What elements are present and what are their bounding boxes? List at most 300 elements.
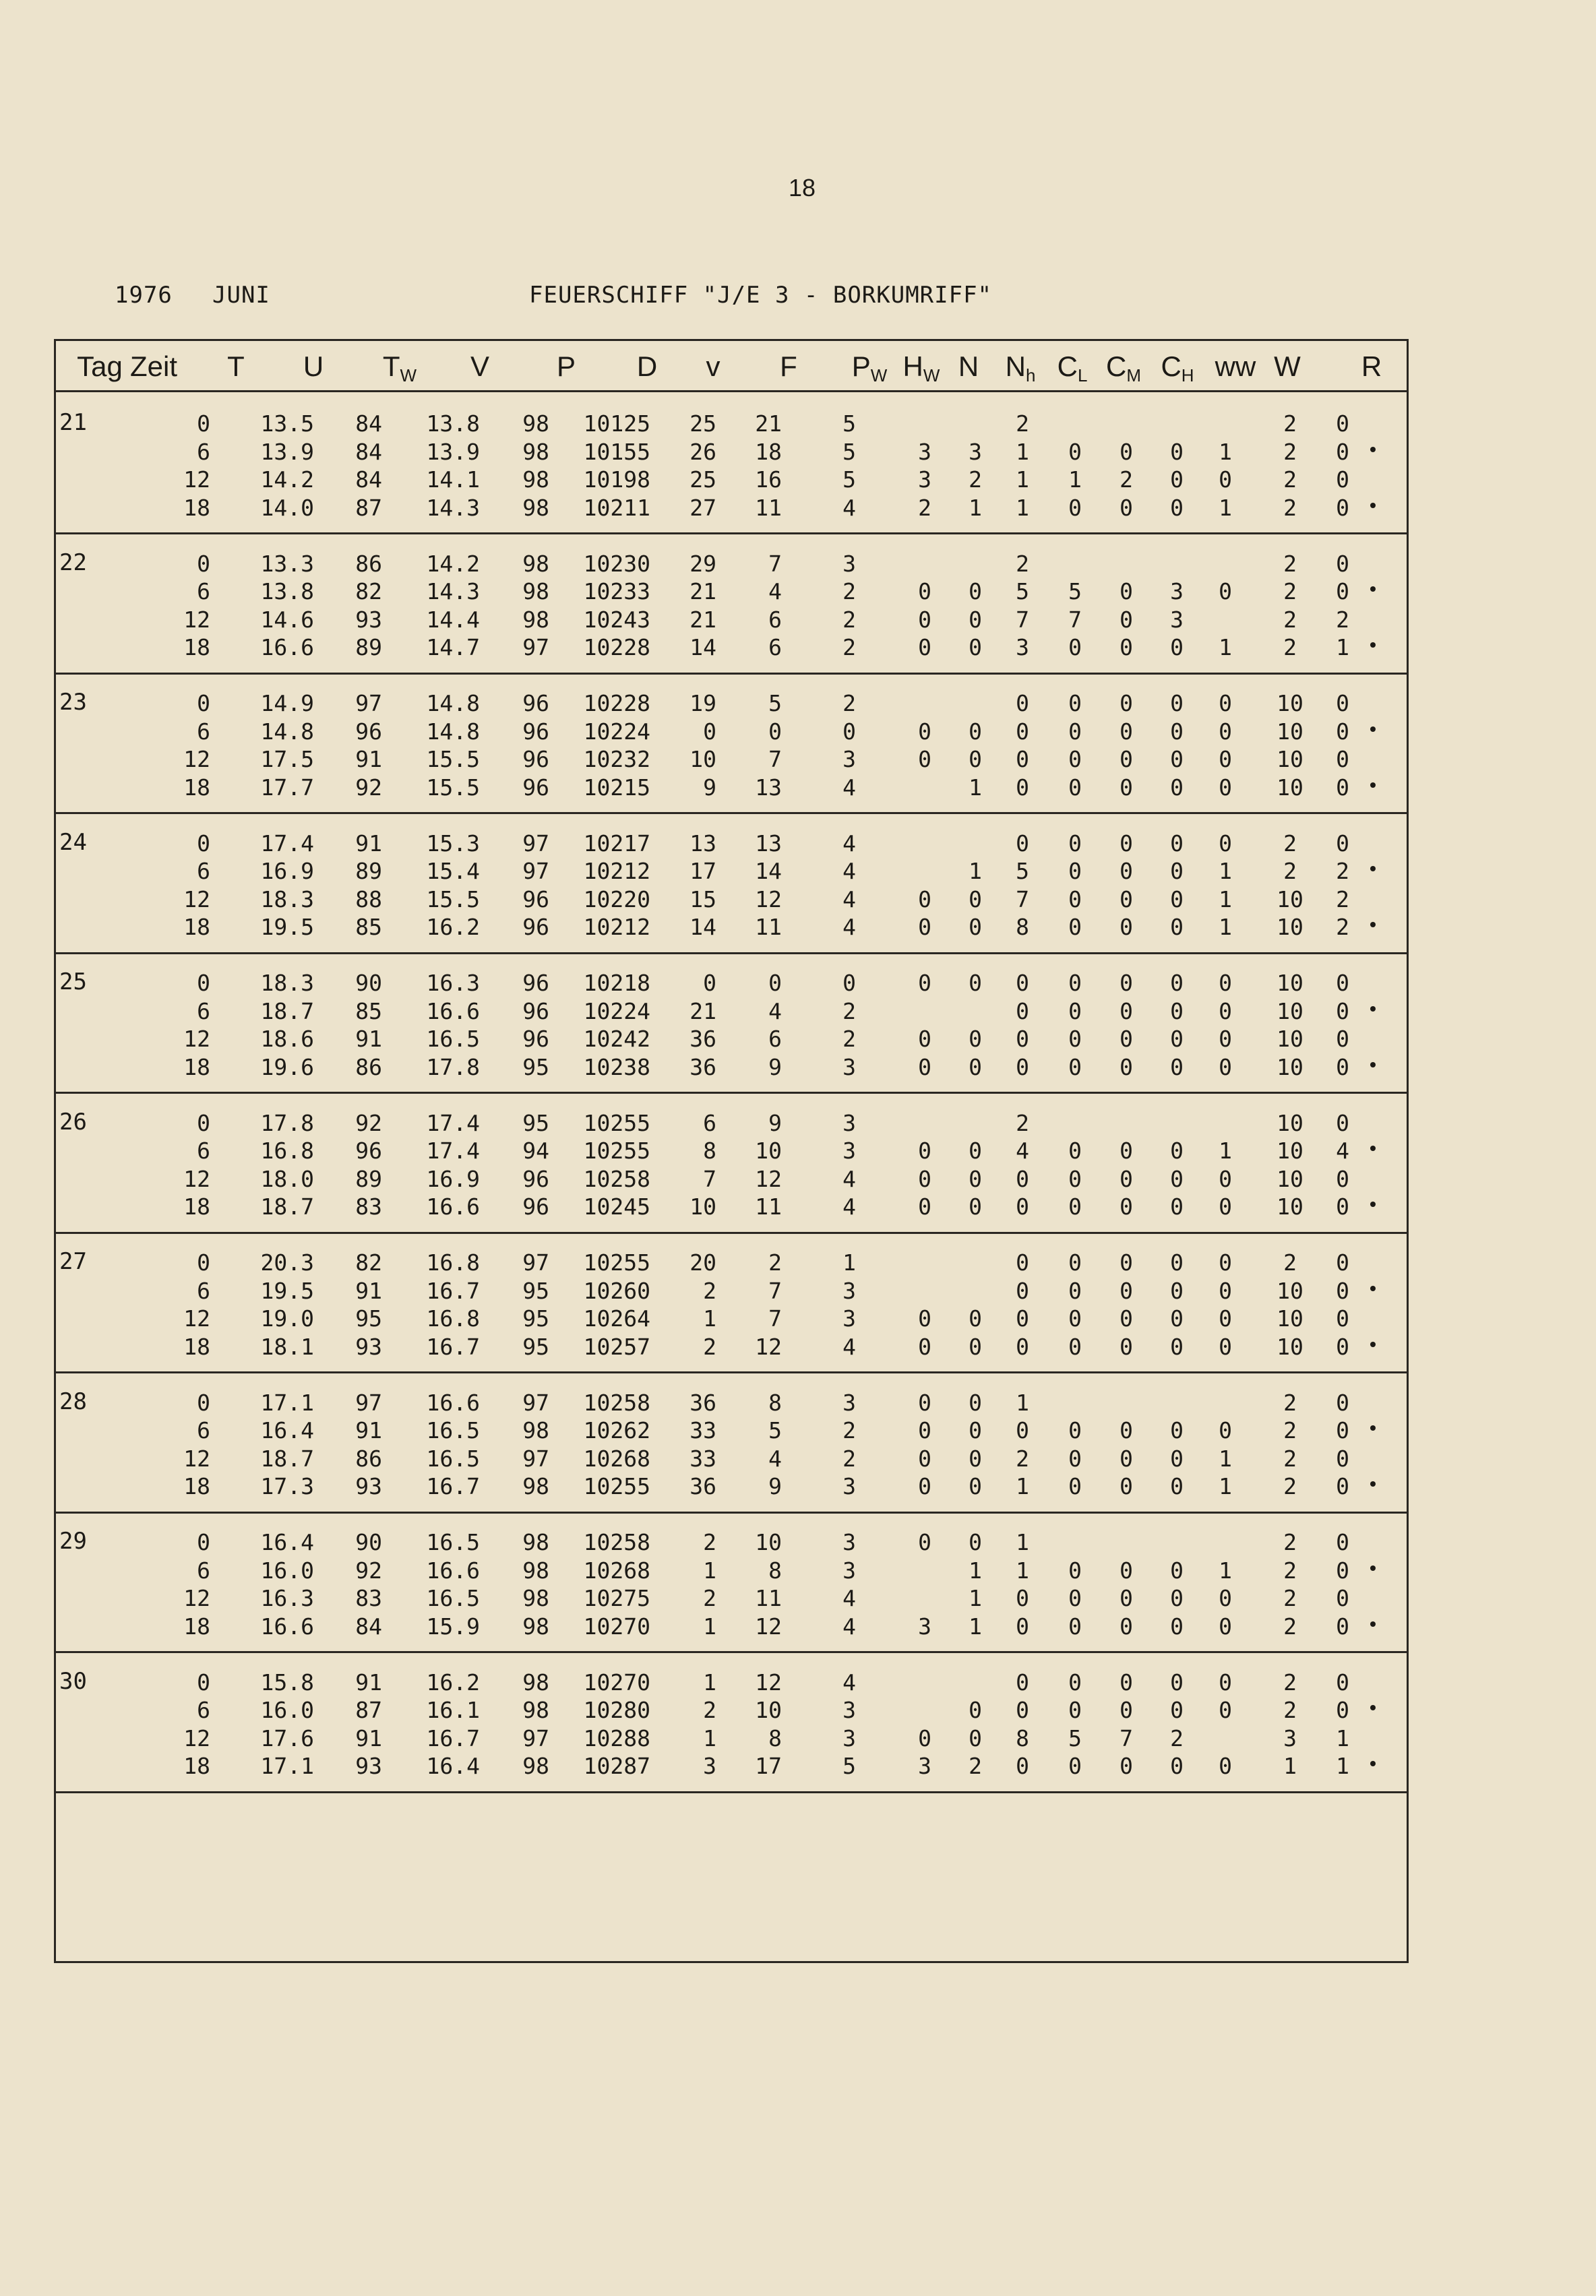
cell-w: 1 [1336,1725,1349,1751]
cell-p: 10233 [583,578,650,604]
cell-cm: 0 [1170,1249,1184,1276]
cell-hw: 0 [969,1725,982,1751]
cell-zeit: 6 [197,1417,210,1444]
cell-tw: 16.7 [426,1333,480,1360]
cell-w: 0 [1336,1109,1349,1136]
cell-p: 10260 [583,1277,650,1304]
cell-ww: 2 [1283,438,1297,465]
cell-hw: 0 [969,1333,982,1360]
cell-u: 96 [355,1138,382,1164]
cell-v: 6 [768,1026,782,1052]
cell-n: 0 [1016,830,1029,857]
cell-ww: 10 [1277,1193,1303,1220]
cell-v: 11 [755,1585,782,1611]
cell-u: 87 [355,1697,382,1723]
cell-t: 15.8 [260,1669,314,1696]
cell-v: 98 [522,550,549,577]
cell-cl: 0 [1119,1165,1133,1192]
cell-t: 16.4 [260,1529,314,1555]
cell-w: 0 [1336,1669,1349,1696]
cell-t: 16.0 [260,1557,314,1584]
cell-ch: 0 [1219,690,1232,716]
cell-n: 0 [1016,1277,1029,1304]
cell-f: 3 [842,1277,856,1304]
cell-n: 0 [1016,1697,1029,1723]
cell-cm: 3 [1170,606,1184,633]
cell-ch: 0 [1219,774,1232,801]
cell-cm: 2 [1170,1725,1184,1751]
cell-cm: 0 [1170,1585,1184,1611]
cell-v: 95 [522,1333,549,1360]
cell-u: 91 [355,1725,382,1751]
cell-zeit: 6 [197,578,210,604]
cell-n: 0 [1016,1053,1029,1080]
cell-v: 97 [522,634,549,660]
cell-d: 36 [689,1389,716,1416]
cell-u: 91 [355,1669,382,1696]
cell-d: 1 [703,1305,716,1332]
cell-tw: 13.9 [426,438,480,465]
cell-t: 17.1 [260,1389,314,1416]
cell-tw: 16.3 [426,970,480,996]
cell-ww: 1 [1283,1753,1297,1779]
precipitation-dot [1370,1481,1376,1487]
cell-f: 3 [842,1529,856,1555]
cell-tw: 16.6 [426,997,480,1024]
table-row [54,466,1409,493]
cell-t: 18.0 [260,1165,314,1192]
cell-w: 0 [1336,718,1349,745]
cell-w: 1 [1336,1753,1349,1779]
cell-n: 5 [1016,578,1029,604]
cell-pw: 0 [918,1026,931,1052]
cell-p: 10238 [583,1053,650,1080]
cell-tw: 15.5 [426,774,480,801]
day-group [54,394,1409,534]
cell-t: 14.9 [260,690,314,716]
cell-v: 2 [768,1249,782,1276]
cell-hw: 0 [969,634,982,660]
cell-u: 90 [355,970,382,996]
cell-nh: 0 [1068,970,1082,996]
cell-v: 96 [522,774,549,801]
cell-zeit: 12 [183,886,210,912]
cell-cl: 0 [1119,970,1133,996]
cell-v: 0 [768,718,782,745]
cell-p: 10270 [583,1613,650,1640]
table-row [54,607,1409,633]
cell-u: 83 [355,1585,382,1611]
cell-u: 89 [355,1165,382,1192]
table-row [54,718,1409,745]
cell-cl: 0 [1119,1333,1133,1360]
cell-v: 96 [522,886,549,912]
table-row [54,1110,1409,1137]
cell-nh: 0 [1068,1753,1082,1779]
cell-f: 3 [842,1053,856,1080]
day-label: 27 [59,1248,87,1275]
cell-cl: 0 [1119,438,1133,465]
cell-u: 84 [355,466,382,493]
cell-nh: 0 [1068,690,1082,716]
cell-d: 33 [689,1417,716,1444]
cell-nh: 0 [1068,1193,1082,1220]
cell-ch: 0 [1219,746,1232,772]
cell-w: 0 [1336,1417,1349,1444]
cell-ww: 2 [1283,578,1297,604]
cell-w: 0 [1336,410,1349,437]
cell-f: 2 [842,690,856,716]
cell-t: 18.1 [260,1333,314,1360]
day-label: 21 [59,409,87,436]
cell-p: 10255 [583,1109,650,1136]
cell-ch: 0 [1219,718,1232,745]
cell-hw: 0 [969,1193,982,1220]
cell-pw: 3 [918,438,931,465]
cell-p: 10287 [583,1753,650,1779]
cell-hw: 1 [969,774,982,801]
cell-cl: 2 [1119,466,1133,493]
cell-u: 85 [355,914,382,940]
cell-v: 98 [522,494,549,521]
cell-n: 1 [1016,494,1029,521]
cell-ch: 0 [1219,578,1232,604]
cell-ww: 2 [1283,858,1297,884]
cell-v: 98 [522,1557,549,1584]
cell-v: 98 [522,1753,549,1779]
cell-tw: 14.8 [426,690,480,716]
day-label: 30 [59,1667,87,1695]
column-header-r: R [1361,350,1382,382]
cell-pw: 0 [918,1138,931,1164]
cell-zeit: 18 [183,774,210,801]
cell-w: 0 [1336,690,1349,716]
cell-ww: 10 [1277,886,1303,912]
table-row [54,551,1409,578]
cell-ch: 1 [1219,1473,1232,1499]
cell-v: 96 [522,690,549,716]
cell-cm: 0 [1170,1613,1184,1640]
column-header-p: P [556,350,576,382]
precipitation-dot [1370,1565,1376,1571]
cell-v: 5 [768,1417,782,1444]
cell-w: 0 [1336,1473,1349,1499]
cell-u: 95 [355,1305,382,1332]
cell-t: 17.8 [260,1109,314,1136]
column-header-f: F [780,350,797,382]
cell-cl: 0 [1119,606,1133,633]
cell-cm: 0 [1170,970,1184,996]
cell-u: 92 [355,1109,382,1136]
cell-f: 2 [842,606,856,633]
cell-v: 7 [768,550,782,577]
cell-t: 17.3 [260,1473,314,1499]
cell-f: 3 [842,1305,856,1332]
cell-tw: 16.5 [426,1529,480,1555]
cell-zeit: 6 [197,1138,210,1164]
table-row [54,1753,1409,1780]
cell-p: 10255 [583,1473,650,1499]
cell-v: 12 [755,1669,782,1696]
cell-p: 10245 [583,1193,650,1220]
cell-w: 2 [1336,886,1349,912]
table-row [54,690,1409,717]
cell-ch: 1 [1219,1445,1232,1472]
cell-p: 10257 [583,1333,650,1360]
cell-ch: 0 [1219,1697,1232,1723]
cell-ch: 0 [1219,1585,1232,1611]
cell-cl: 0 [1119,1753,1133,1779]
cell-cl: 0 [1119,494,1133,521]
cell-nh: 5 [1068,1725,1082,1751]
cell-p: 10268 [583,1557,650,1584]
cell-cm: 0 [1170,1193,1184,1220]
cell-u: 96 [355,718,382,745]
cell-d: 0 [703,970,716,996]
cell-nh: 0 [1068,830,1082,857]
cell-t: 14.2 [260,466,314,493]
table-row [54,634,1409,661]
cell-f: 5 [842,466,856,493]
cell-u: 88 [355,886,382,912]
cell-f: 2 [842,578,856,604]
cell-nh: 0 [1068,1305,1082,1332]
cell-ch: 0 [1219,1193,1232,1220]
cell-n: 0 [1016,1753,1029,1779]
cell-n: 4 [1016,1138,1029,1164]
cell-p: 10212 [583,914,650,940]
cell-cm: 0 [1170,690,1184,716]
cell-w: 0 [1336,1053,1349,1080]
cell-v: 98 [522,1697,549,1723]
cell-nh: 7 [1068,606,1082,633]
cell-tw: 17.4 [426,1138,480,1164]
cell-d: 36 [689,1026,716,1052]
cell-zeit: 6 [197,997,210,1024]
cell-pw: 0 [918,1193,931,1220]
cell-zeit: 18 [183,1753,210,1779]
table-row [54,1669,1409,1696]
cell-cl: 0 [1119,1193,1133,1220]
cell-p: 10258 [583,1165,650,1192]
precipitation-dot [1370,1062,1376,1067]
cell-w: 0 [1336,1165,1349,1192]
cell-u: 91 [355,1026,382,1052]
cell-w: 0 [1336,1585,1349,1611]
cell-u: 89 [355,634,382,660]
column-header-w: W [1274,350,1301,382]
cell-tw: 16.5 [426,1026,480,1052]
cell-p: 10212 [583,858,650,884]
table-row [54,1054,1409,1081]
cell-hw: 0 [969,606,982,633]
cell-hw: 1 [969,1613,982,1640]
cell-u: 84 [355,1613,382,1640]
cell-ww: 2 [1283,1445,1297,1472]
cell-p: 10211 [583,494,650,521]
cell-nh: 0 [1068,1557,1082,1584]
cell-ch: 0 [1219,997,1232,1024]
day-label: 25 [59,968,87,995]
cell-ch: 1 [1219,634,1232,660]
cell-tw: 16.2 [426,914,480,940]
cell-v: 8 [768,1725,782,1751]
cell-ww: 2 [1283,1697,1297,1723]
cell-zeit: 18 [183,1613,210,1640]
cell-d: 2 [703,1277,716,1304]
cell-t: 17.1 [260,1753,314,1779]
day-group [54,1233,1409,1373]
cell-v: 0 [768,970,782,996]
cell-d: 2 [703,1697,716,1723]
cell-pw: 0 [918,606,931,633]
cell-d: 25 [689,466,716,493]
cell-t: 14.6 [260,606,314,633]
cell-tw: 15.9 [426,1613,480,1640]
cell-p: 10228 [583,634,650,660]
cell-n: 0 [1016,997,1029,1024]
cell-f: 5 [842,438,856,465]
table-row [54,1725,1409,1752]
precipitation-dot [1370,1761,1376,1766]
table-row [54,439,1409,466]
cell-ww: 10 [1277,1305,1303,1332]
cell-zeit: 6 [197,1557,210,1584]
table-row [54,1278,1409,1305]
cell-ww: 10 [1277,1109,1303,1136]
cell-u: 85 [355,997,382,1024]
cell-pw: 0 [918,914,931,940]
cell-f: 0 [842,970,856,996]
column-header-tag: Tag [77,350,123,382]
cell-v: 10 [755,1697,782,1723]
cell-f: 3 [842,1725,856,1751]
cell-nh: 0 [1068,858,1082,884]
cell-n: 0 [1016,970,1029,996]
cell-zeit: 0 [197,690,210,716]
cell-cl: 0 [1119,578,1133,604]
cell-p: 10217 [583,830,650,857]
cell-ch: 1 [1219,858,1232,884]
cell-tw: 14.3 [426,578,480,604]
cell-d: 7 [703,1165,716,1192]
cell-f: 2 [842,1417,856,1444]
day-label: 28 [59,1388,87,1415]
cell-ww: 10 [1277,1026,1303,1052]
column-header-d: D [636,350,658,382]
cell-cm: 0 [1170,1333,1184,1360]
cell-w: 1 [1336,634,1349,660]
column-header-n: N [958,350,979,382]
cell-ww: 2 [1283,1585,1297,1611]
day-label: 23 [59,689,87,716]
cell-w: 0 [1336,1026,1349,1052]
cell-t: 17.4 [260,830,314,857]
cell-ww: 10 [1277,1138,1303,1164]
cell-d: 20 [689,1249,716,1276]
cell-zeit: 18 [183,1193,210,1220]
cell-f: 4 [842,1333,856,1360]
cell-ch: 0 [1219,1417,1232,1444]
cell-zeit: 12 [183,466,210,493]
cell-f: 5 [842,1753,856,1779]
cell-ch: 0 [1219,1277,1232,1304]
cell-p: 10243 [583,606,650,633]
cell-w: 0 [1336,494,1349,521]
cell-hw: 0 [969,914,982,940]
cell-u: 93 [355,1333,382,1360]
cell-ww: 2 [1283,1473,1297,1499]
cell-cm: 0 [1170,1445,1184,1472]
cell-v: 11 [755,1193,782,1220]
cell-n: 0 [1016,774,1029,801]
cell-w: 0 [1336,1557,1349,1584]
table-row [54,1026,1409,1053]
table-row [54,970,1409,997]
cell-n: 1 [1016,1473,1029,1499]
cell-cm: 0 [1170,914,1184,940]
cell-cl: 0 [1119,1557,1133,1584]
cell-ch: 0 [1219,970,1232,996]
precipitation-dot [1370,1342,1376,1347]
cell-f: 3 [842,1473,856,1499]
cell-hw: 0 [969,1389,982,1416]
cell-v: 98 [522,438,549,465]
cell-w: 0 [1336,1389,1349,1416]
table-row [54,1473,1409,1500]
cell-t: 13.3 [260,550,314,577]
cell-pw: 0 [918,634,931,660]
cell-u: 86 [355,550,382,577]
cell-v: 96 [522,1193,549,1220]
cell-f: 4 [842,494,856,521]
cell-tw: 15.5 [426,886,480,912]
cell-u: 82 [355,1249,382,1276]
column-header-c-l: $C_L$ [1057,350,1088,385]
cell-tw: 16.9 [426,1165,480,1192]
cell-v: 9 [768,1053,782,1080]
cell-d: 27 [689,494,716,521]
cell-tw: 14.1 [426,466,480,493]
cell-w: 0 [1336,466,1349,493]
cell-zeit: 0 [197,1109,210,1136]
cell-t: 17.5 [260,746,314,772]
cell-cl: 0 [1119,690,1133,716]
cell-v: 12 [755,1333,782,1360]
cell-t: 19.0 [260,1305,314,1332]
cell-zeit: 0 [197,1669,210,1696]
table-row [54,886,1409,913]
cell-v: 6 [768,634,782,660]
cell-u: 91 [355,1277,382,1304]
cell-v: 6 [768,606,782,633]
column-header-c-h: $C_H$ [1161,350,1194,385]
table-row [54,1249,1409,1276]
cell-n: 3 [1016,634,1029,660]
cell-v: 98 [522,1529,549,1555]
cell-hw: 0 [969,1138,982,1164]
cell-zeit: 6 [197,858,210,884]
cell-v: 97 [522,1725,549,1751]
precipitation-dot [1370,922,1376,927]
cell-f: 4 [842,1613,856,1640]
cell-v: 11 [755,494,782,521]
column-header-t: T [227,350,245,382]
cell-u: 97 [355,690,382,716]
cell-cl: 0 [1119,1697,1133,1723]
cell-p: 10242 [583,1026,650,1052]
cell-ch: 0 [1219,1669,1232,1696]
